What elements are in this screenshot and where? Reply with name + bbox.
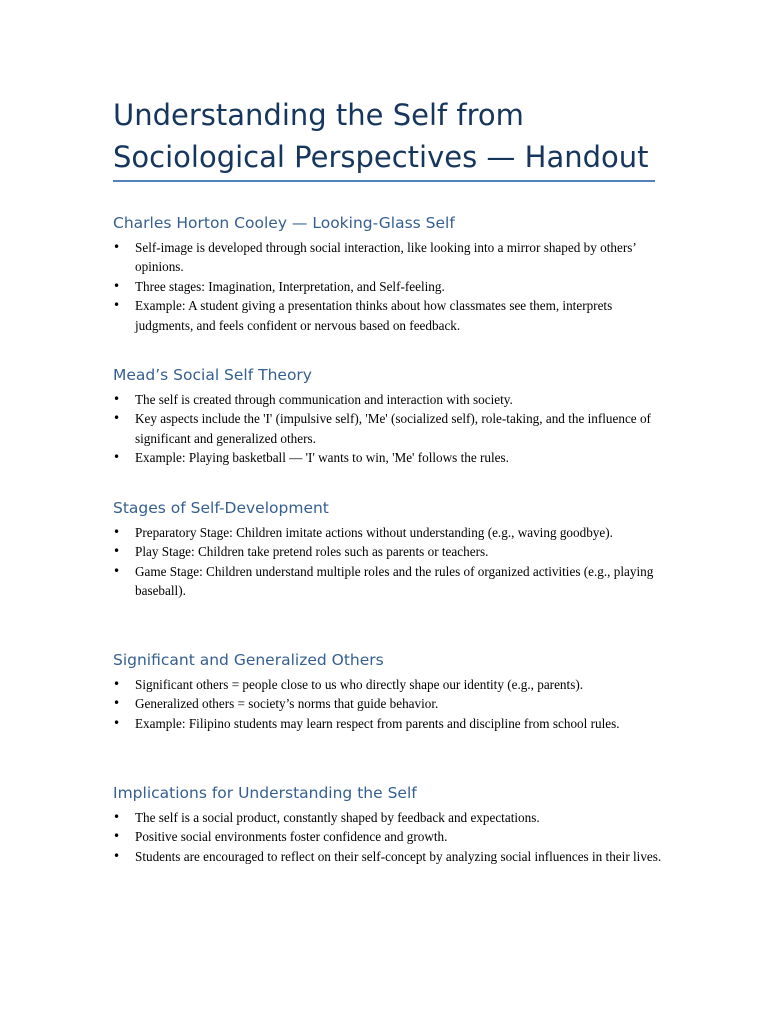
bullet-list [113, 675, 673, 733]
list-item [113, 562, 673, 601]
section-mead [113, 364, 673, 468]
bullet-icon: • [113, 696, 121, 711]
list-item [113, 296, 673, 335]
list-item-text: Example: Playing basketball — 'I' wants to win, 'Me' follows the rules. [135, 450, 509, 466]
bullet-list [113, 390, 673, 468]
bullet-icon: • [113, 392, 121, 406]
bullet-list [113, 238, 673, 335]
list-item-text: Preparatory Stage: Children imitate actions without understanding (e.g., waving goodbye). [135, 525, 613, 540]
list-item [113, 523, 673, 542]
list-item [113, 847, 673, 866]
bullet-icon: • [113, 525, 121, 539]
section-heading: Stages of Self-Development [113, 499, 329, 517]
list-item-text: Example: Filipino students may learn respect from parents and discipline from school rules. [135, 715, 620, 731]
bullet-icon: • [113, 240, 121, 254]
bullet-icon: • [113, 544, 121, 559]
title-underline [113, 180, 655, 182]
bullet-icon: • [113, 715, 121, 730]
list-item-text: Play Stage: Children take pretend roles such as parents or teachers. [135, 544, 489, 560]
bullet-icon: • [113, 829, 121, 844]
section-heading: Implications for Understanding the Self [113, 784, 417, 802]
bullet-icon: • [113, 278, 121, 293]
list-item-text: Game Stage: Children understand multiple roles and the rules of organized activities (e.g., playing baseball). [135, 563, 654, 599]
bullet-icon: • [113, 411, 121, 426]
list-item [113, 409, 673, 448]
list-item [113, 542, 673, 561]
bullet-icon: • [113, 848, 121, 863]
list-item-text: The self is a social product, constantly shaped by feedback and expectations. [135, 810, 540, 825]
list-item [113, 675, 673, 694]
list-item [113, 390, 673, 409]
list-item-text: Students are encouraged to reflect on their self-concept by analyzing social influences in their lives. [135, 848, 662, 864]
list-item-text: Generalized others = society’s norms that guide behavior. [135, 696, 439, 712]
list-item [113, 277, 673, 296]
list-item [113, 448, 673, 467]
bullet-list [113, 808, 673, 866]
section-heading: Mead’s Social Self Theory [113, 366, 312, 384]
list-item [113, 714, 673, 733]
section-implications [113, 782, 673, 866]
list-item [113, 238, 673, 277]
section-others [113, 649, 673, 733]
bullet-list [113, 523, 673, 601]
list-item-text: Significant others = people close to us who directly shape our identity (e.g., parents). [135, 677, 584, 692]
list-item-text: Three stages: Imagination, Interpretation, and Self-feeling. [135, 278, 445, 294]
bullet-icon: • [113, 563, 121, 578]
bullet-icon: • [113, 298, 121, 313]
list-item [113, 827, 673, 846]
section-stages [113, 497, 673, 601]
bullet-icon: • [113, 450, 121, 465]
list-item-text: Positive social environments foster confidence and growth. [135, 829, 448, 845]
bullet-icon: • [113, 677, 121, 691]
bullet-icon: • [113, 810, 121, 824]
list-item-text: Self-image is developed through social interaction, like looking into a mirror shaped by others’ opinions. [135, 240, 636, 275]
list-item-text: Key aspects include the 'I' (impulsive self), 'Me' (socialized self), role-taking, and the influence of significant and generalized others. [135, 411, 651, 446]
list-item-text: The self is created through communication and interaction with society. [135, 392, 513, 407]
section-cooley [113, 212, 673, 335]
list-item [113, 694, 673, 713]
section-heading: Significant and Generalized Others [113, 651, 384, 669]
list-item-text: Example: A student giving a presentation thinks about how classmates see them, interprets judgments, and feels confident or nervous based on feedback. [135, 298, 613, 333]
document-title: Understanding the Self from Sociological Perspectives — Handout [113, 98, 649, 174]
list-item [113, 808, 673, 827]
section-heading: Charles Horton Cooley — Looking-Glass Self [113, 214, 455, 232]
